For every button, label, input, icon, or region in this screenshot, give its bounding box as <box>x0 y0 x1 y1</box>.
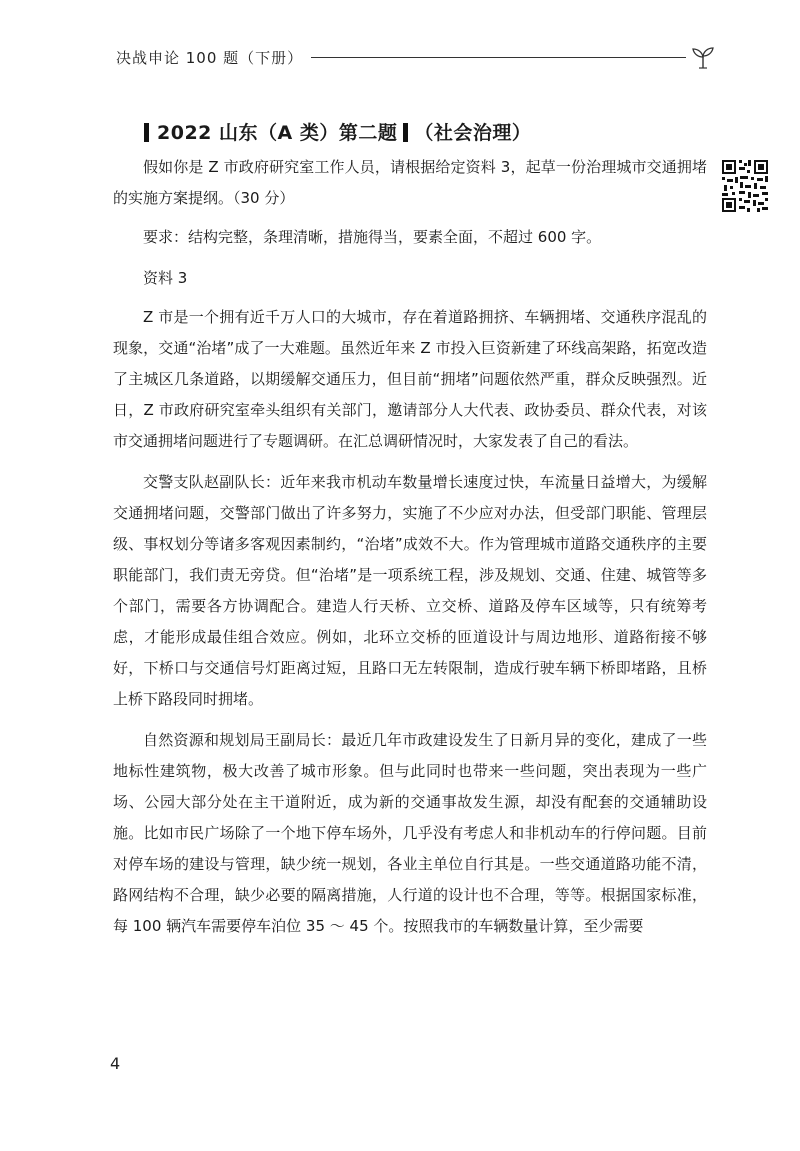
title-bar-left <box>144 123 149 142</box>
question-requirements: 要求：结构完整，条理清晰，措施得当，要素全面，不超过 600 字。 <box>143 228 602 246</box>
material-paragraph: Z 市是一个拥有近千万人口的大城市，存在着道路拥挤、车辆拥堵、交通秩序混乱的现象，交通“治堵”成了一大难题。虽然近年来 Z 市投入巨资新建了环线高架路，拓宽改造了主城区几条道路，以期缓解交通压力，但目前“拥堵”问题依然严重，群众反映强烈。近日，Z 市政府研究室牵头组织有关部门，邀请部分人大代表、政协委员、群众代表，对该市交通拥堵问题进行了专题调研。在汇总调研情况时，大家发表了自己的看法。 <box>113 308 707 450</box>
sprout-icon <box>690 44 716 70</box>
material-paragraph: 自然资源和规划局王副局长：最近几年市政建设发生了日新月异的变化，建成了一些地标性建筑物，极大改善了城市形象。但与此同时也带来一些问题，突出表现为一些广场、公园大部分处在主干道附近，成为新的交通事故发生源，却没有配套的交通辅助设施。比如市民广场除了一个地下停车场外，几乎没有考虑人和非机动车的行停问题。目前对停车场的建设与管理，缺少统一规划，各业主单位自行其是。一些交通道路功能不清，路网结构不合理，缺少必要的隔离措施，人行道的设计也不合理，等等。根据国家标准，每 100 辆汽车需要停车泊位 35 ～ 45 个。按照我市的车辆数量计算，至少需要 <box>113 731 707 935</box>
running-header <box>116 44 716 70</box>
question-prompt: 假如你是 Z 市政府研究室工作人员，请根据给定资料 3，起草一份治理城市交通拥堵的实施方案提纲。（30 分） <box>113 158 707 207</box>
page-body <box>113 152 707 942</box>
page-number: 4 <box>110 1054 121 1073</box>
book-title: 决战申论 100 题（下册） <box>116 48 304 67</box>
header-rule <box>311 57 686 58</box>
qr-code-icon <box>720 158 770 214</box>
section-title <box>144 118 531 145</box>
title-bar-right <box>403 123 408 142</box>
topic-tag: （社会治理） <box>414 122 532 144</box>
material-paragraph: 交警支队赵副队长：近年来我市机动车数量增长速度过快，车流量日益增大，为缓解交通拥堵问题，交警部门做出了许多努力，实施了不少应对办法，但受部门职能、管理层级、事权划分等诸多客观因素制约，“治堵”成效不大。作为管理城市道路交通秩序的主要职能部门，我们责无旁贷。但“治堵”是一项系统工程，涉及规划、交通、住建、城管等多个部门，需要各方协调配合。建造人行天桥、立交桥、道路及停车区域等，只有统筹考虑，才能形成最佳组合效应。例如，北环立交桥的匝道设计与周边地形、道路衔接不够好，下桥口与交通信号灯距离过短，且路口无左转限制，造成行驶车辆下桥即堵路，且桥上桥下路段同时拥堵。 <box>113 473 707 708</box>
material-label: 资料 3 <box>143 269 188 287</box>
exam-title: 2022 山东（A 类）第二题 <box>157 122 398 144</box>
